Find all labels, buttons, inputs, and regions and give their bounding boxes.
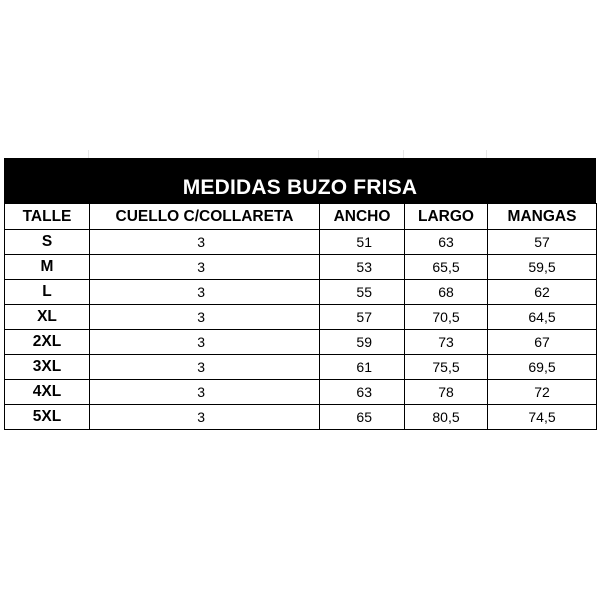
gridline-stub <box>486 150 487 158</box>
size-cell[interactable]: 2XL <box>5 330 90 355</box>
cuello-cell[interactable]: 3 <box>90 355 320 380</box>
column-header-cuello[interactable]: CUELLO C/COLLARETA <box>90 204 320 230</box>
cuello-cell[interactable]: 3 <box>90 280 320 305</box>
cuello-cell[interactable]: 3 <box>90 330 320 355</box>
ancho-cell[interactable]: 53 <box>320 255 405 280</box>
mangas-cell[interactable]: 69,5 <box>488 355 597 380</box>
largo-cell[interactable]: 65,5 <box>405 255 488 280</box>
largo-cell[interactable]: 68 <box>405 280 488 305</box>
gridline-stub <box>318 150 319 158</box>
size-cell[interactable]: L <box>5 280 90 305</box>
largo-cell[interactable]: 75,5 <box>405 355 488 380</box>
table-row <box>5 305 597 330</box>
gridline-stub <box>88 150 89 158</box>
size-cell[interactable]: S <box>5 230 90 255</box>
ancho-cell[interactable]: 57 <box>320 305 405 330</box>
header-row <box>5 204 597 230</box>
size-cell[interactable]: M <box>5 255 90 280</box>
size-cell[interactable]: XL <box>5 305 90 330</box>
column-header-ancho[interactable]: ANCHO <box>320 204 405 230</box>
largo-cell[interactable]: 70,5 <box>405 305 488 330</box>
cuello-cell[interactable]: 3 <box>90 405 320 430</box>
size-chart <box>4 158 596 430</box>
table-row <box>5 380 597 405</box>
table-title: MEDIDAS BUZO FRISA <box>182 176 418 199</box>
column-header-talle[interactable]: TALLE <box>5 204 90 230</box>
table-row <box>5 330 597 355</box>
mangas-cell[interactable]: 62 <box>488 280 597 305</box>
largo-cell[interactable]: 78 <box>405 380 488 405</box>
column-header-largo[interactable]: LARGO <box>405 204 488 230</box>
largo-cell[interactable]: 73 <box>405 330 488 355</box>
ancho-cell[interactable]: 51 <box>320 230 405 255</box>
size-cell[interactable]: 5XL <box>5 405 90 430</box>
mangas-cell[interactable]: 74,5 <box>488 405 597 430</box>
largo-cell[interactable]: 80,5 <box>405 405 488 430</box>
table-row <box>5 255 597 280</box>
ancho-cell[interactable]: 63 <box>320 380 405 405</box>
cuello-cell[interactable]: 3 <box>90 255 320 280</box>
cuello-cell[interactable]: 3 <box>90 230 320 255</box>
title-bar <box>4 158 596 203</box>
table-row <box>5 405 597 430</box>
mangas-cell[interactable]: 64,5 <box>488 305 597 330</box>
table-row <box>5 230 597 255</box>
ancho-cell[interactable]: 65 <box>320 405 405 430</box>
column-header-mangas[interactable]: MANGAS <box>488 204 597 230</box>
mangas-cell[interactable]: 67 <box>488 330 597 355</box>
ancho-cell[interactable]: 61 <box>320 355 405 380</box>
cuello-cell[interactable]: 3 <box>90 380 320 405</box>
mangas-cell[interactable]: 57 <box>488 230 597 255</box>
largo-cell[interactable]: 63 <box>405 230 488 255</box>
ancho-cell[interactable]: 59 <box>320 330 405 355</box>
gridline-stub <box>403 150 404 158</box>
size-table <box>4 203 597 430</box>
size-cell[interactable]: 3XL <box>5 355 90 380</box>
mangas-cell[interactable]: 72 <box>488 380 597 405</box>
size-cell[interactable]: 4XL <box>5 380 90 405</box>
table-row <box>5 355 597 380</box>
ancho-cell[interactable]: 55 <box>320 280 405 305</box>
cuello-cell[interactable]: 3 <box>90 305 320 330</box>
table-row <box>5 280 597 305</box>
mangas-cell[interactable]: 59,5 <box>488 255 597 280</box>
